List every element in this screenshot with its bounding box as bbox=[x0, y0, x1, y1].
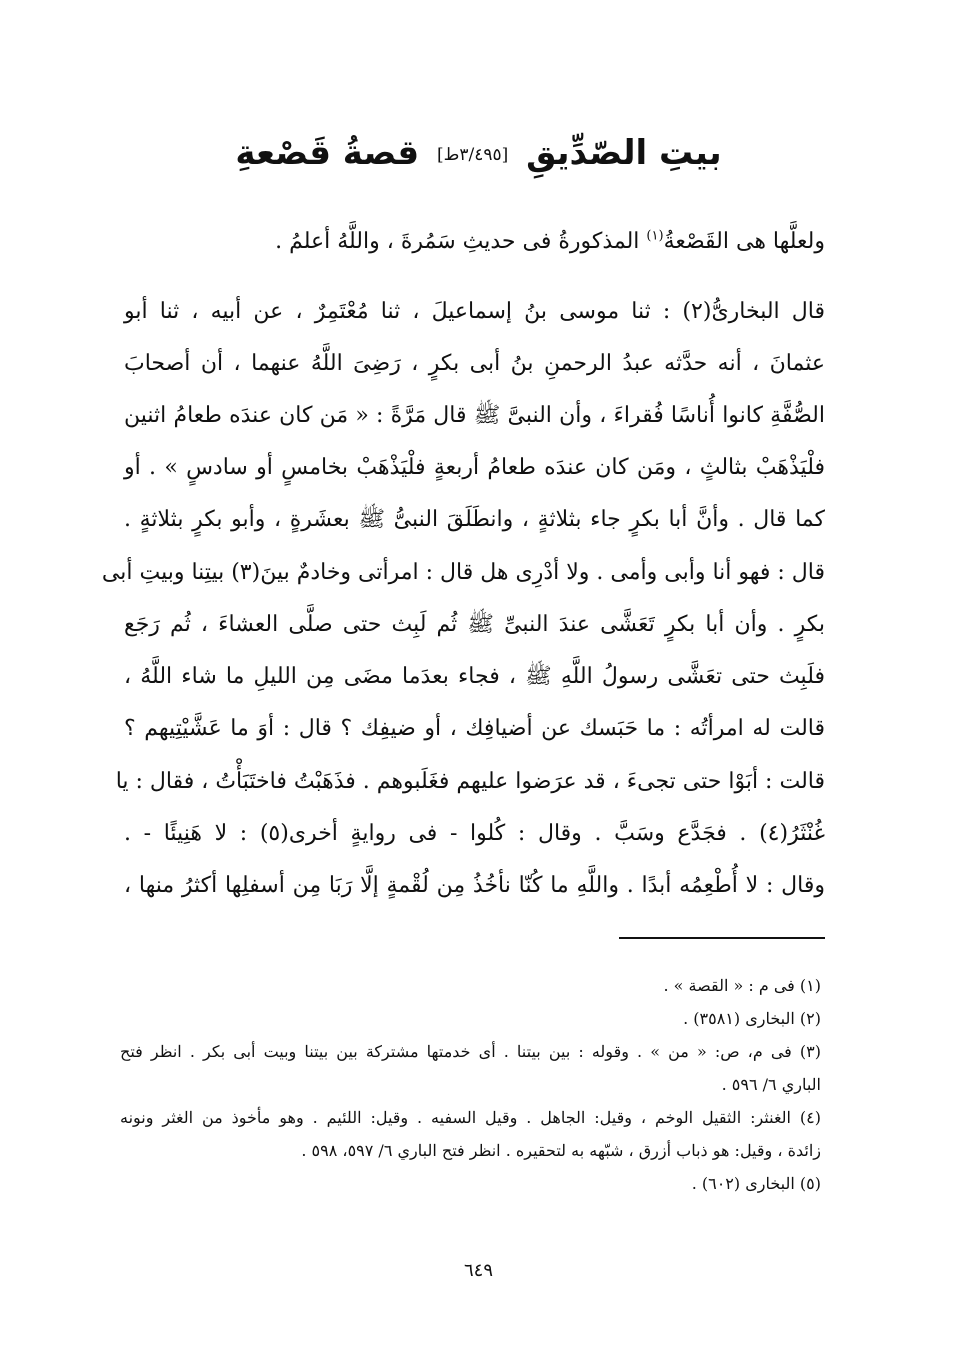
footnote-separator bbox=[619, 937, 825, 939]
footnote: (٤) الغنثر: الثقيل الوخم ، وقيل: الجاهل . وقيل السفيه . وقيل: اللئيم . وهو مأخوذ من الغثر ونونه bbox=[120, 1108, 821, 1127]
body-line: وقال : لا أُطْعِمُه أبدًا . واللَّهِ ما كُنّا نأخُذُ مِن لُقْمةٍ إلَّا رَبَا مِن أسفلِها أكثرُ منها ، bbox=[124, 873, 825, 898]
body-line: قالت له امرأتُه : ما حَبَسك عن أضيافِك ، أو ضيفِك ؟ قال : أوَ ما عَشَّيْتِيهم ؟ bbox=[124, 716, 825, 741]
body-line: كما قال . وأنَّ أبا بكرٍ جاء بثلاثةٍ ، وانطَلَقَ النبىُّ ﷺ بعشَرةٍ ، وأبو بكرٍ بثلاثةٍ . bbox=[124, 507, 825, 532]
body-line: قالت : أبَوْا حتى تجىءَ ، قد عرَضوا عليهم فغَلَبوهم . فذَهَبْتُ فاختَبَأْتُ ، فقال : يا bbox=[115, 769, 825, 794]
footnote-marker: (١) bbox=[646, 228, 664, 244]
footnote: (٢) البخارى (٣٥٨١) . bbox=[683, 1009, 821, 1028]
footnote: (٣) فى م، ص: « من » . وقوله : بين بيتنا . أى خدمتها مشتركة بين بيتنا وبيت أبى بكر . انظر فتح bbox=[120, 1042, 821, 1061]
chapter-heading bbox=[160, 128, 797, 180]
body-line: بكرٍ . وأن أبا بكرٍ تَعَشَّى عندَ النبىِّ ﷺ ثُم لَبِث حتى صلَّى العشاءَ ، ثُم رَجَع bbox=[124, 612, 825, 637]
page-number: ٦٤٩ bbox=[463, 1260, 493, 1281]
body-line: قال : فهو أنا وأبى وأمى . ولا أدْرِى هل قال : امرأتى وخادمٌ بينَ(٣) بيتِنا وبيتِ أبى bbox=[101, 560, 825, 585]
body-line: الصُّفَّةِ كانوا أُناسًا فُقراءَ ، وأن النبىَّ ﷺ قال مَرَّةً : « مَن كان عندَه طعامُ اثنين bbox=[124, 403, 825, 428]
footnote-continued: زائدة ، وقيل: هو ذباب أزرق ، شبّهه به لتحقيره . انظر فتح الباري ٦/ ٥٩٧، ٥٩٨ . bbox=[301, 1141, 821, 1160]
intro-text: ولعلَّها هى القَصْعةُ bbox=[663, 229, 825, 254]
heading-part-left: قصةُ قَصْعةِ bbox=[235, 133, 420, 173]
heading-part-right: بيتِ الصّدِّيقِ bbox=[526, 133, 722, 173]
page-reference: [٣/٤٩٥ط] bbox=[437, 144, 509, 165]
body-line: غُنْثَرُ(٤) . فجَدَّع وسَبَّ . وقال : كُلوا - فى روايةٍ أخرى(٥) : لا هَنِيئًا - . bbox=[124, 821, 825, 846]
body-line: قال البخارىُّ(٢) : ثنا موسى بنُ إسماعيلَ ، ثنا مُعْتَمِرٌ ، عن أبيه ، ثنا أبو bbox=[124, 299, 825, 324]
body-line: عثمانَ ، أنه حدَّثه عبدُ الرحمنِ بنُ أبى بكرٍ ، رَضِىَ اللَّهُ عنهما ، أن أصحابَ bbox=[124, 351, 825, 376]
footnote-continued: الباري ٦/ ٥٩٦ . bbox=[721, 1075, 821, 1094]
body-line: فلَبِث حتى تعَشَّى رسولُ اللَّهِ ﷺ ، فجاء بعدَما مضَى مِن الليلِ ما شاء اللَّهُ ، bbox=[124, 664, 825, 689]
footnote: (٥) البخارى (٦٠٢) . bbox=[691, 1174, 821, 1193]
intro-line bbox=[225, 222, 825, 262]
footnote: (١) فى م : « القصة » . bbox=[663, 976, 821, 995]
body-line: فلْيَذْهَبْ بثالثٍ ، ومَن كان عندَه طعامُ أربعةٍ فلْيَذْهَبْ بخامسٍ أو سادسٍ » . أو bbox=[124, 455, 825, 480]
intro-text-rest: المذكورةُ فى حديثِ سَمُرةَ ، واللَّهُ أعلمُ . bbox=[275, 229, 640, 254]
